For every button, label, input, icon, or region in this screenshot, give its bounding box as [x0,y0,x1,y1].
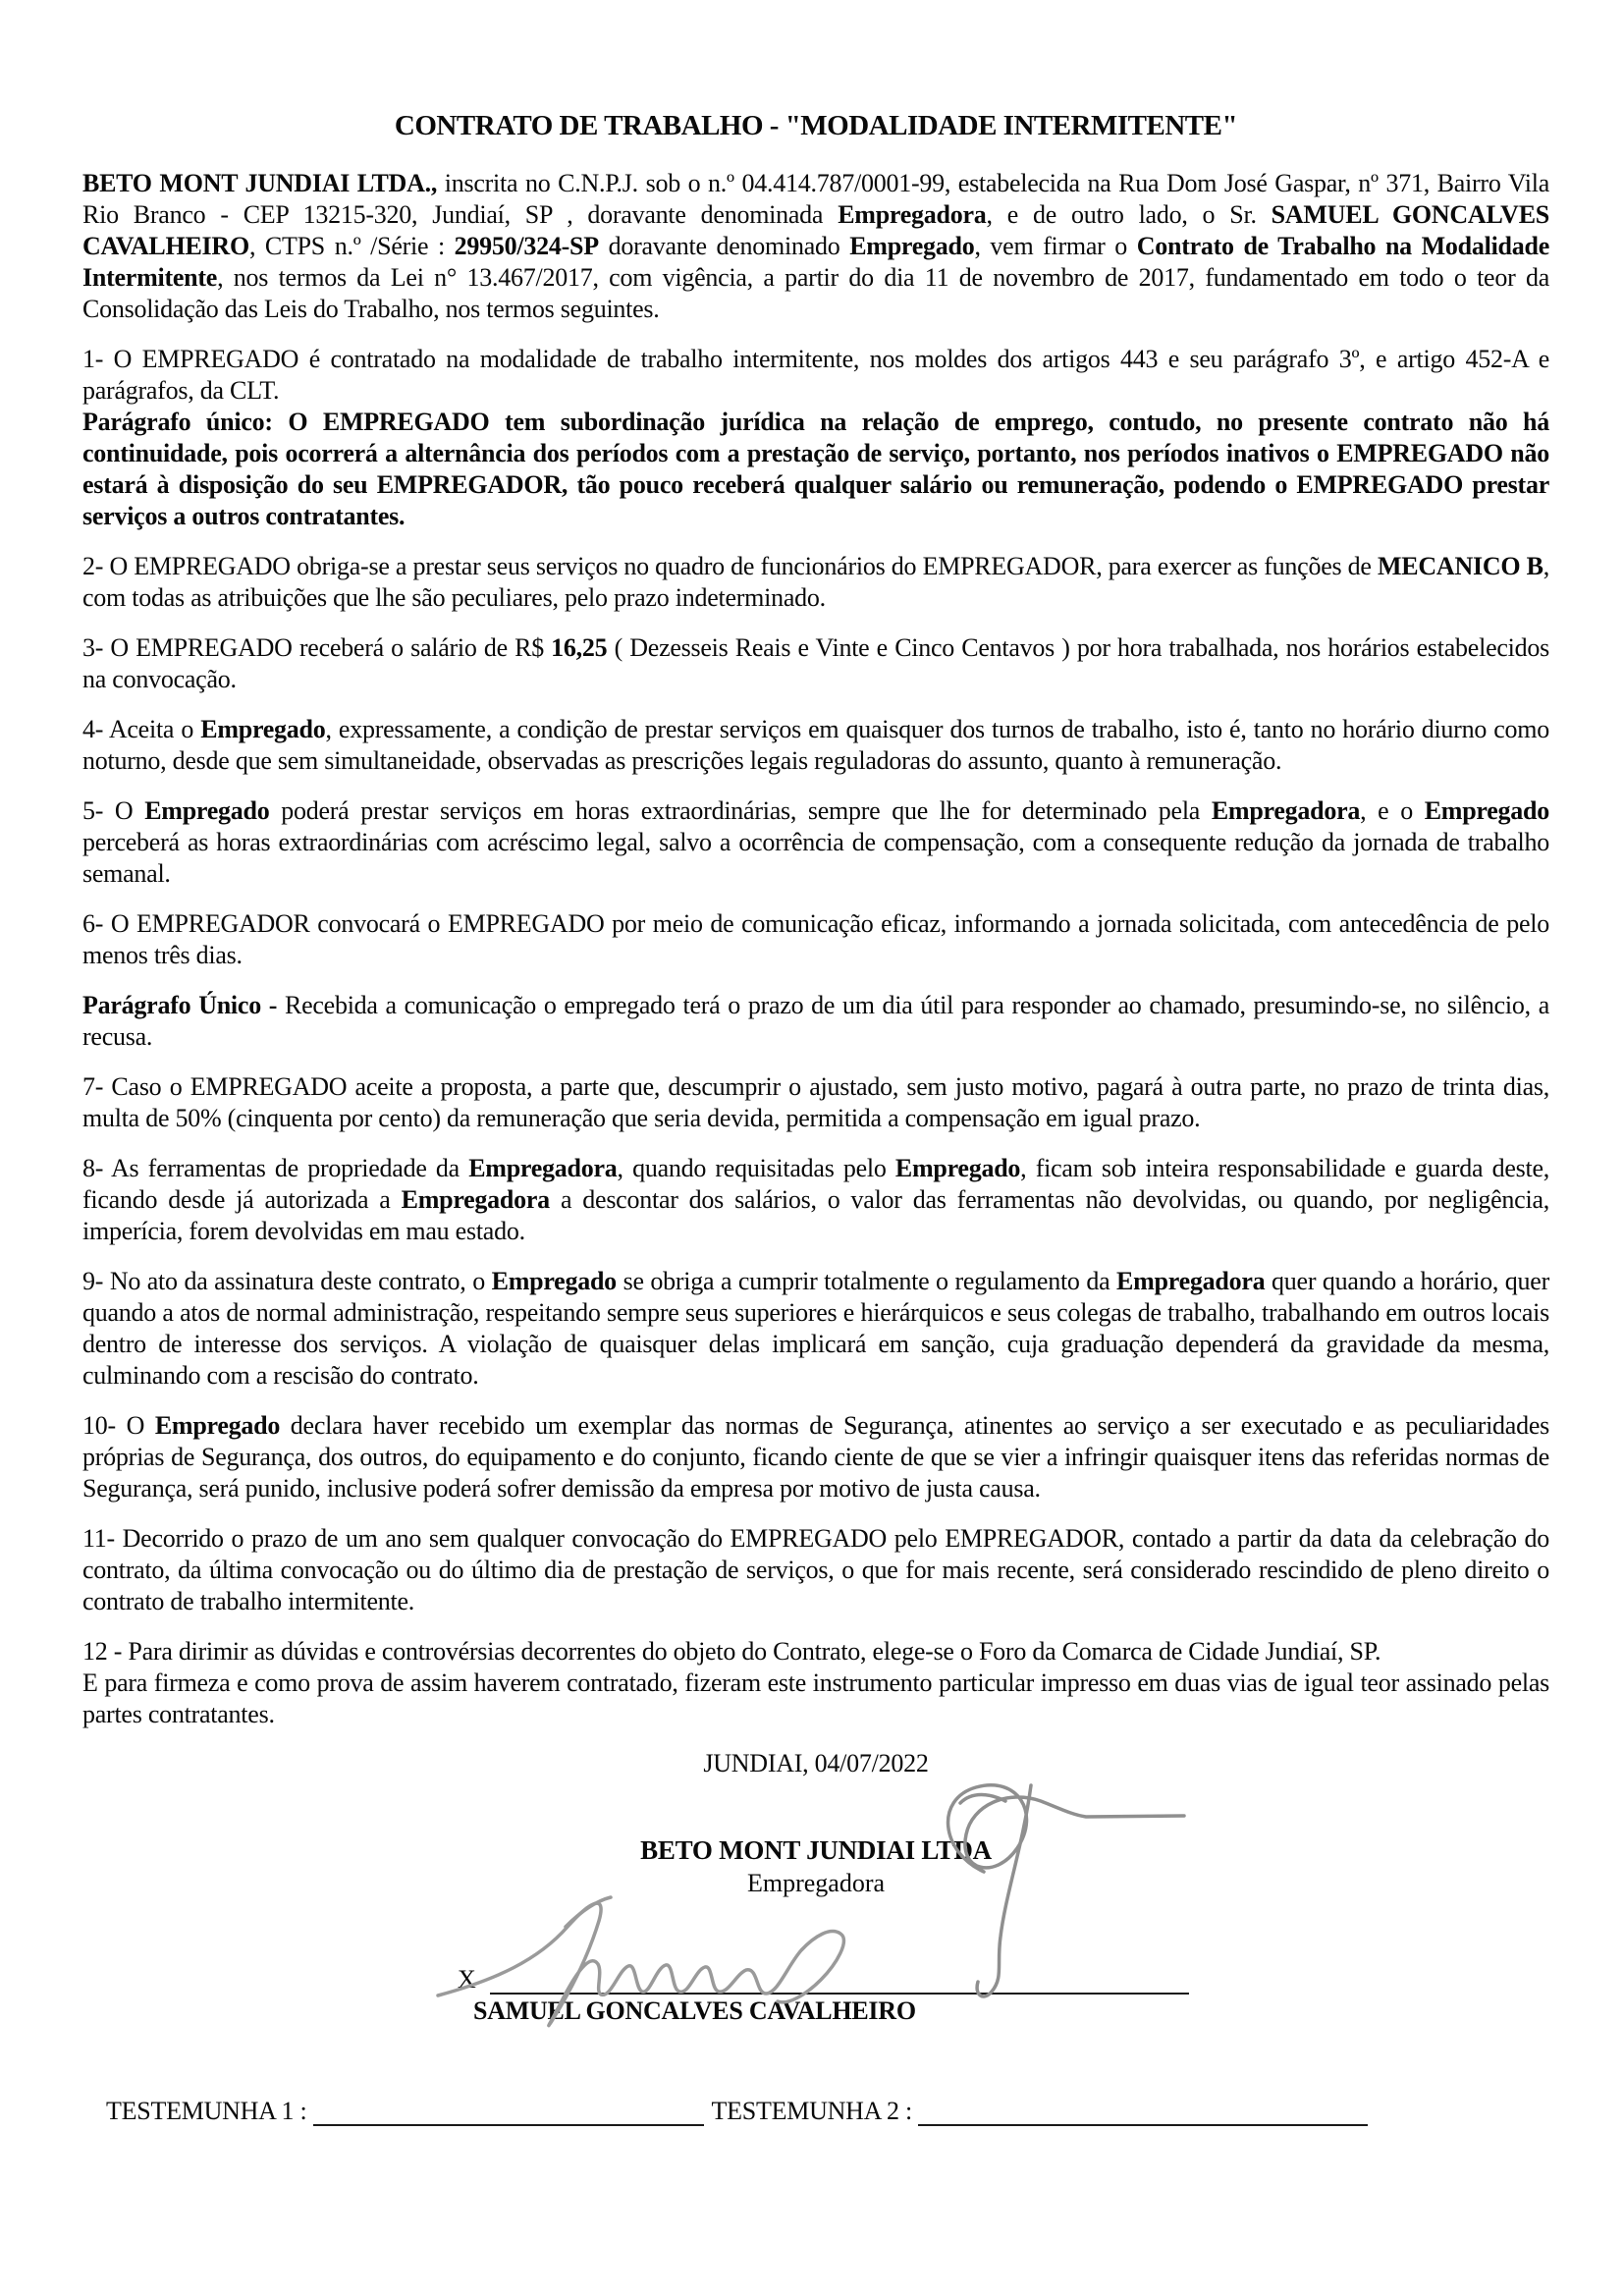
contract-paragraph: 12 - Para dirimir as dúvidas e controvérsias decorrentes do objeto do Contrato, elege-se o Foro da Comarca de Cidade Jundiaí, SP. E para firmeza e como prova de assim haverem contratado, fizeram este instrumento particular impresso em duas vias de igual teor assinado pelas partes contratantes. [82,1637,1549,1728]
employee-name: SAMUEL GONCALVES CAVALHEIRO [473,1996,916,2025]
signature-area [82,1749,1549,2126]
witness2-signature-line [918,2097,1368,2126]
employee-signature-line [490,1963,1189,1995]
contract-paragraph: 1- O EMPREGADO é contratado na modalidade de trabalho intermitente, nos moldes dos artigos 443 e seu parágrafo 3º, e artigo 452-A e parágrafos, da CLT. Parágrafo único: O EMPREGADO tem subordinação jurídica na relação de emprego, contudo, no presente contrato não há continuidade, pois ocorrerá a alternância dos períodos com a prestação de serviço, portanto, nos períodos inativos o EMPREGADO não estará à disposição do seu EMPREGADOR, tão pouco receberá qualquer salário ou remuneração, podendo o EMPREGADO prestar serviços a outros contratantes. [82,345,1549,530]
contract-paragraph: 7- Caso o EMPREGADO aceite a proposta, a parte que, descumprir o ajustado, sem justo motivo, pagará à outra parte, no prazo de trinta dias, multa de 50% (cinquenta por cento) da remuneração que seria devida, permitida a compensação em igual prazo. [82,1072,1549,1132]
contract-paragraph: BETO MONT JUNDIAI LTDA., inscrita no C.N.P.J. sob o n.º 04.414.787/0001-99, estabelecida na Rua Dom José Gaspar, nº 371, Bairro Vila Rio Branco - CEP 13215-320, Jundiaí, SP , doravante denominada Empregadora, e de outro lado, o Sr. SAMUEL GONCALVES CAVALHEIRO, CTPS n.º /Série : 29950/324-SP doravante denominado Empregado, vem firmar o Contrato de Trabalho na Modalidade Intermitente, nos termos da Lei n° 13.467/2017, com vigência, a partir do dia 11 de novembro de 2017, fundamentado em todo o teor da Consolidação das Leis do Trabalho, nos termos seguintes. [82,169,1550,323]
contract-paragraph: 9- No ato da assinatura deste contrato, o Empregado se obriga a cumprir totalmente o regulamento da Empregadora quer quando a horário, quer quando a atos de normal administração, respeitando sempre seus superiores e hierárquicos e seus colegas de trabalho, trabalhando em outros locais dentro de interesse dos serviços. A violação de quaisquer delas implicará em sanção, cuja graduação dependerá da gravidade da mesma, culminando com a rescisão do contrato. [82,1267,1550,1390]
witness1-label: TESTEMUNHA 1 : [106,2097,307,2125]
witness2-label: TESTEMUNHA 2 : [711,2097,912,2125]
contract-paragraph: 11- Decorrido o prazo de um ano sem qualquer convocação do EMPREGADO pelo EMPREGADOR, contado a partir da data da celebração do contrato, da última convocação ou do último dia de prestação de serviços, o que for mais recente, será considerado rescindido de pleno direito o contrato de trabalho intermitente. [82,1524,1549,1615]
contract-paragraph: 2- O EMPREGADO obriga-se a prestar seus serviços no quadro de funcionários do EMPREGADOR, para exercer as funções de MECANICO B, com todas as atribuições que lhe são peculiares, pelo prazo indeterminado. [82,552,1549,612]
contract-paragraph: 5- O Empregado poderá prestar serviços em horas extraordinárias, sempre que lhe for determinado pela Empregadora, e o Empregado perceberá as horas extraordinárias com acréscimo legal, salvo a ocorrência de compensação, com a consequente redução da jornada de trabalho semanal. [82,796,1549,888]
contract-body [82,168,1549,1730]
contract-paragraph: 6- O EMPREGADOR convocará o EMPREGADO por meio de comunicação eficaz, informando a jornada solicitada, com antecedência de pelo menos três dias. [82,909,1549,969]
contract-paragraph: 10- O Empregado declara haver recebido um exemplar das normas de Segurança, atinentes ao serviço a ser executado e as peculiaridades próprias de Segurança, dos outros, do equipamento e do conjunto, ficando ciente de que se vier a infringir quaisquer itens das referidas normas de Segurança, será punido, inclusive poderá sofrer demissão da empresa por motivo de justa causa. [82,1411,1549,1503]
witness1-signature-line [313,2097,704,2126]
contract-paragraph: 8- As ferramentas de propriedade da Empregadora, quando requisitadas pelo Empregado, ficam sob inteira responsabilidade e guarda deste, ficando desde já autorizada a Empregadora a descontar dos salários, o valor das ferramentas não devolvidas, ou quando, por negligência, imperícia, forem devolvidas em mau estado. [82,1154,1549,1245]
employee-signature-row [458,1963,1549,1995]
employer-company-name: BETO MONT JUNDIAI LTDA [640,1835,992,1865]
contract-paragraph: 4- Aceita o Empregado, expressamente, a condição de prestar serviços em quaisquer dos turnos de trabalho, isto é, tanto no horário diurno como noturno, desde que sem simultaneidade, observadas as prescrições legais reguladoras do assunto, quanto à remuneração. [82,715,1549,775]
contract-title: CONTRATO DE TRABALHO - "MODALIDADE INTERMITENTE" [394,110,1238,141]
city-date-line: JUNDIAI, 04/07/2022 [703,1749,929,1777]
witness-row [106,2097,1549,2126]
employer-role-label: Empregadora [746,1869,886,1897]
contract-paragraph: 3- O EMPREGADO receberá o salário de R$ 16,25 ( Dezesseis Reais e Vinte e Cinco Centavos ) por hora trabalhada, nos horários estabelecidos na convocação. [82,633,1549,693]
contract-paragraph: Parágrafo Único - Recebida a comunicação o empregado terá o prazo de um dia útil para responder ao chamado, presumindo-se, no silêncio, a recusa. [82,991,1549,1051]
x-mark-label: X [458,1965,476,1994]
